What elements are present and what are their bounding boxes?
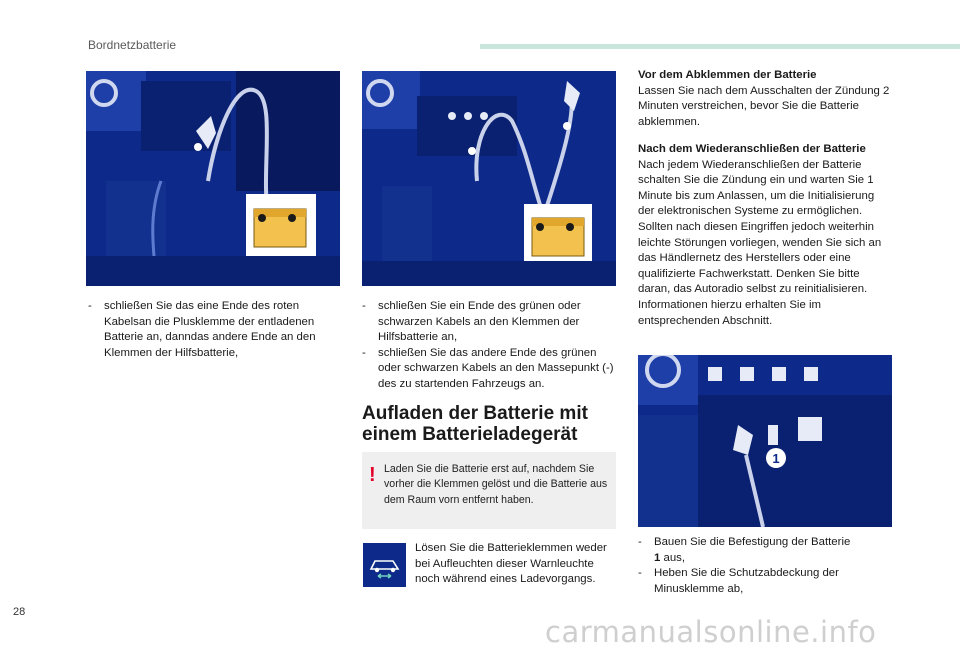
warning-note (362, 452, 616, 529)
illustration-battery-fastening (638, 355, 892, 527)
list-item: - schließen Sie ein Ende des grünen oder schwarzen Kabels an den Klemmen der Hilfsbatterie an, (362, 300, 581, 344)
step-text: schließen Sie das andere Ende des grünen oder schwarzen Kabels an den Massepunkt (-) des zu startenden Fahrzeugs an. (378, 346, 614, 390)
section-before-disconnect (638, 68, 892, 130)
exclamation-icon: ! (369, 464, 376, 486)
step-text: schließen Sie das eine Ende des roten Kabelsan die Plusklemme der entladenen Batterie an, danndas andere Ende an den Klemmen der Hilfsbatterie, (104, 300, 316, 359)
illustration-negative-cable (362, 71, 616, 286)
vehicle-lift-icon (363, 543, 406, 587)
section-heading: Aufladen der Batterie mit einem Batterieladegerät (362, 403, 588, 445)
section-title: Vor dem Abklemmen der Batterie (638, 69, 817, 81)
list-item: - schließen Sie das andere Ende des grünen oder schwarzen Kabels an den Massepunkt (-) des zu startenden Fahrzeugs an. (362, 346, 614, 390)
header-accent-bar (480, 44, 960, 49)
section-after-reconnect (638, 142, 892, 329)
step-text: Bauen Sie die Befestigung der Batterie (654, 536, 851, 548)
page-header-title: Bordnetzbatterie (88, 38, 177, 52)
col1-steps (88, 299, 334, 361)
col3-steps (638, 535, 892, 597)
list-item: - Bauen Sie die Befestigung der Batterie 1 aus, (638, 536, 851, 564)
section-text: Nach jedem Wiederanschließen der Batterie schalten Sie die Zündung ein und warten Sie 1 Minute bis zum Anlassen, um die Initialisierung der elektronischen Systeme zu ermöglichen. Sollten nach diesen Eingriffen jedoch weiterhin leichte Störungen vorliegen, wenden Sie sich an das Händlernetz des Herstellers oder eine qualifizierte Fachwerkstatt. Denken Sie bitte daran, das Autoradio selbst zu reinitialisieren. Informationen hierzu erhalten Sie im entsprechenden Abschnitt. (638, 158, 882, 327)
step-text: Heben Sie die Schutzabdeckung der Minusklemme ab, (654, 567, 839, 595)
section-text: Lassen Sie nach dem Ausschalten der Zündung 2 Minuten verstreichen, bevor Sie die Batterie abklemmen. (638, 84, 890, 128)
callout-number: 1 (772, 451, 780, 466)
illustration-positive-cable (86, 71, 340, 286)
list-item: - Heben Sie die Schutzabdeckung der Minusklemme ab, (638, 567, 839, 595)
watermark: carmanualsonline.info (545, 615, 877, 649)
list-item: - schließen Sie das eine Ende des roten Kabelsan die Plusklemme der entladenen Batterie an, danndas andere Ende an den Klemmen der Hilfsbatterie, (88, 300, 316, 359)
col2-steps (362, 299, 616, 393)
icon-note-text: Lösen Sie die Batterieklemmen weder bei Aufleuchten dieser Warnleuchte noch während eines Ladevorgangs. (415, 542, 607, 586)
warning-text: Laden Sie die Batterie erst auf, nachdem Sie vorher die Klemmen gelöst und die Batterie aus dem Raum vorn entfernt haben. (384, 463, 608, 506)
page-number: 28 (13, 606, 26, 618)
step-text: schließen Sie ein Ende des grünen oder schwarzen Kabels an den Klemmen der Hilfsbatterie an, (378, 300, 581, 344)
section-title: Nach dem Wiederanschließen der Batterie (638, 143, 866, 155)
